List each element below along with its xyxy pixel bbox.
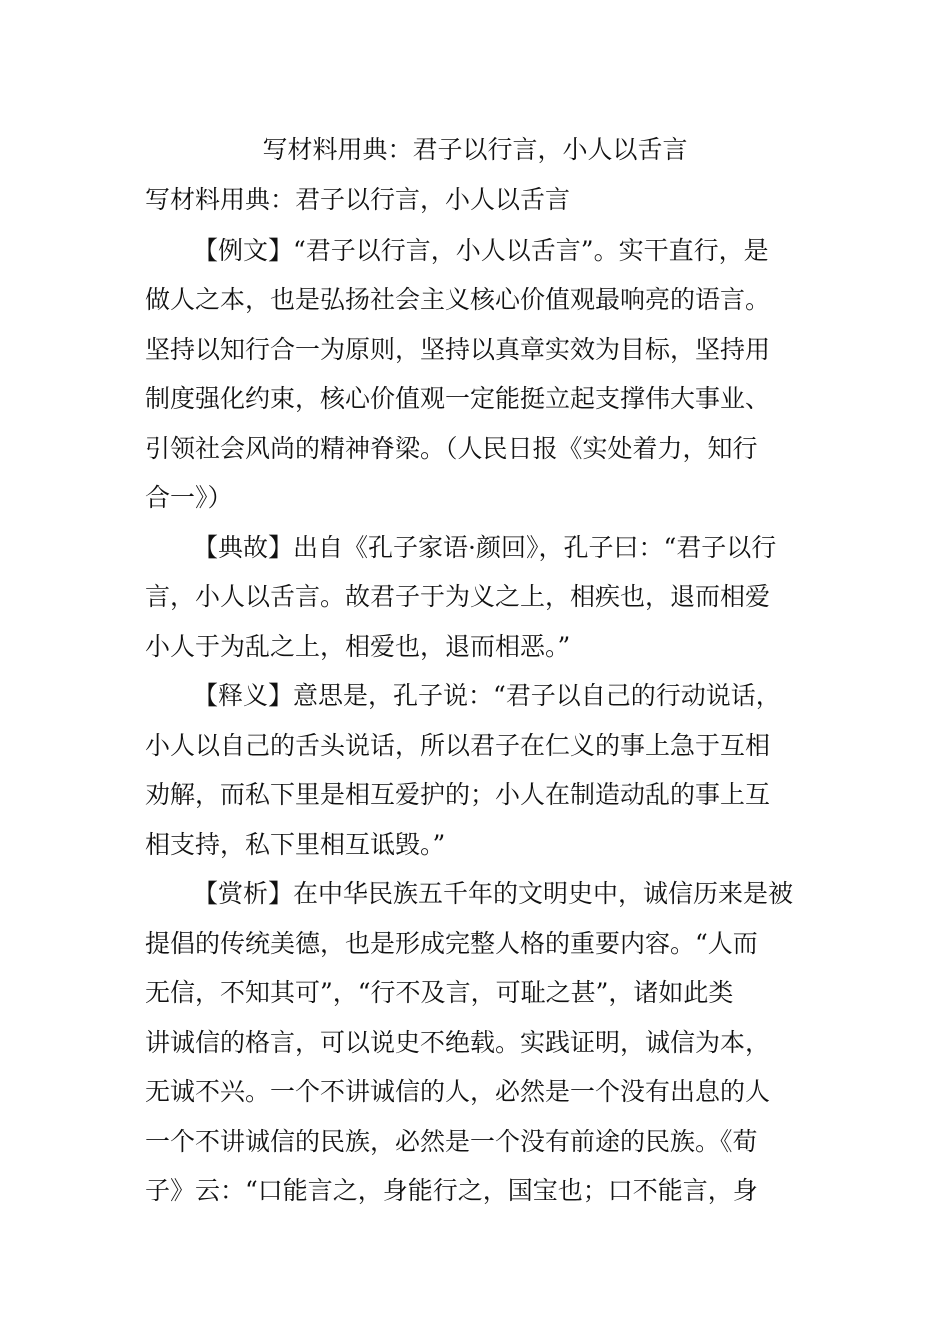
example-paragraph-line-3: 坚持以知行合一为原则，坚持以真章实效为目标，坚持用 [145, 335, 771, 364]
appreciation-paragraph-line-4: 讲诚信的格言，可以说史不绝载。实践证明，诚信为本， [145, 1028, 771, 1057]
meaning-paragraph-line-4: 相支持，私下里相互诋毁。” [145, 830, 446, 859]
meaning-paragraph-line-1: 【释义】意思是，孔子说：“君子以自己的行动说话， [193, 681, 781, 710]
appreciation-paragraph-line-1: 【赏析】在中华民族五千年的文明史中，诚信历来是被 [193, 879, 794, 908]
example-paragraph-line-4: 制度强化约束，核心价值观一定能挺立起支撑伟大事业、 [145, 384, 771, 413]
appreciation-paragraph-line-3: 无信，不知其可”，“行不及言，可耻之甚”，诸如此类 [145, 978, 734, 1007]
document-subtitle: 写材料用典：君子以行言，小人以舌言 [145, 185, 571, 214]
meaning-paragraph-line-3: 劝解，而私下里是相互爱护的；小人在制造动乱的事上互 [145, 780, 771, 809]
meaning-paragraph-line-2: 小人以自己的舌头说话，所以君子在仁义的事上急于互相 [145, 731, 771, 760]
appreciation-paragraph-line-2: 提倡的传统美德，也是形成完整人格的重要内容。“人而 [145, 929, 758, 958]
example-paragraph-line-6: 合一》） [145, 483, 233, 512]
allusion-paragraph-line-1: 【典故】出自《孔子家语·颜回》，孔子曰：“君子以行 [193, 533, 777, 562]
example-paragraph-line-2: 做人之本，也是弘扬社会主义核心价值观最响亮的语言。 [145, 285, 771, 314]
example-paragraph-line-1: 【例文】“君子以行言，小人以舌言”。实干直行，是 [193, 236, 769, 265]
appreciation-paragraph-line-6: 一个不讲诚信的民族，必然是一个没有前途的民族。《荀 [145, 1127, 758, 1156]
allusion-paragraph-line-3: 小人于为乱之上，相爱也，退而相恶。” [145, 632, 571, 661]
example-paragraph-line-5: 引领社会风尚的精神脊梁。（人民日报《实处着力，知行 [145, 434, 758, 463]
appreciation-paragraph-line-5: 无诚不兴。一个不讲诚信的人，必然是一个没有出息的人 [145, 1077, 771, 1106]
appreciation-paragraph-line-7: 子》云：“口能言之，身能行之，国宝也；口不能言，身 [145, 1176, 758, 1205]
document-title: 写材料用典：君子以行言，小人以舌言 [262, 135, 688, 164]
allusion-paragraph-line-2: 言，小人以舌言。故君子于为义之上，相疾也，退而相爱 [145, 582, 771, 611]
